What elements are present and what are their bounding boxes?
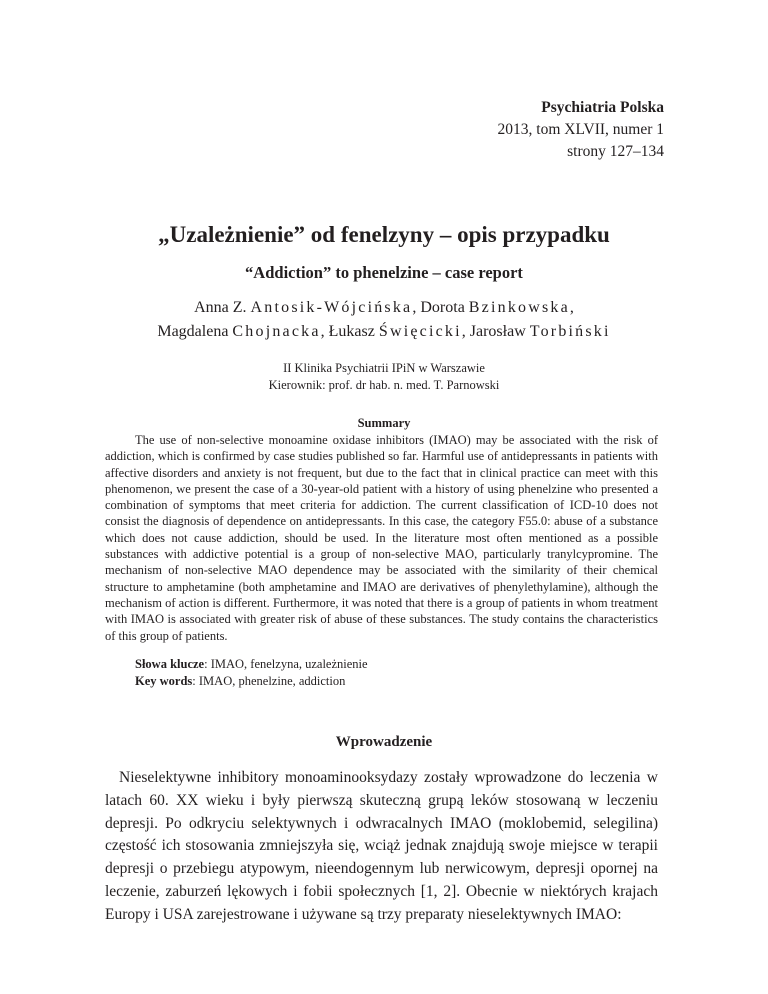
author-first-name: Jarosław: [469, 323, 526, 340]
summary-text: The use of non-selective monoamine oxidase inhibitors (IMAO) may be associated with the risk of addiction, which is confirmed by case studies published so far. Harmful use of antidepressants in patients with affective disorders and anxiety is not frequent, but due to the fact that in clinical practice can meet with this phenomenon, we present the case of a 30-year-old patient with a history of using phenelzine who presented a combination of symptoms that meet criteria for addiction. The current classification of ICD-10 does not consist the diagnosis of dependence on antidepressants. In this case, the category F55.0: abuse of a substance which does not cause addiction, should be used. In the literature most often mentioned as a possible substances with addictive potential is a group of non-selective MAO, particularly tranylcypromine. The mechanism of non-selective MAO dependence may be associated with the similarity of their chemical structure to amphetamine (both amphetamine and IMAO are derivatives of phenylethylamine), although the mechanism of action is different. Furthermore, it was noted that there is a group of patients in whom treatment with IMAO is associated with greater risk of abuse of these substances. The study contains the characteristics of this group of patients.: [105, 433, 658, 643]
affiliation: [0, 360, 768, 394]
article-title-english: “Addiction” to phenelzine – case report: [245, 263, 523, 282]
author-first-name: Dorota: [420, 299, 465, 316]
keywords-english: [135, 673, 368, 690]
author-last-name: Torbiński: [529, 323, 611, 340]
journal-issue: 2013, tom XLVII, numer 1: [497, 121, 664, 138]
author-line-2: Magdalena Chojnacka, Łukasz Święcicki, Jarosław Torbiński: [157, 323, 611, 340]
introduction-paragraph: Nieselektywne inhibitory monoaminooksydazy zostały wprowadzone do leczenia w latach 60. XX wieku i były pierwszą skuteczną grupą leków stosowaną w leczeniu depresji. Po odkryciu selektywnych i odwracalnych IMAO (moklobemid, selegilina) częstość ich stosowania zmniejszyła się, wciąż jednak znajdują swoje miejsce w terapii depresji o przebiegu atypowym, nieendogennym lub nerwicowym, depresji opornej na leczenie, zaburzeń lękowych i fobii społecznych [1, 2]. Obecnie w niektórych krajach Europy i USA zarejestrowane i używane są trzy preparaty nieselektywnych IMAO:: [105, 769, 658, 923]
keywords-block: [135, 656, 368, 690]
affiliation-head: Kierownik: prof. dr hab. n. med. T. Parnowski: [268, 378, 500, 392]
author-last-name: Bzinkowska: [468, 299, 570, 316]
section-heading-introduction: Wprowadzenie: [335, 734, 433, 750]
keywords-english-value: : IMAO, phenelzine, addiction: [192, 674, 346, 688]
affiliation-institution: II Klinika Psychiatrii IPiN w Warszawie: [283, 361, 485, 375]
keywords-english-label: Key words: [135, 674, 193, 688]
article-title-polish: „Uzależnienie” od fenelzyny – opis przypadku: [158, 222, 610, 247]
journal-header: [498, 97, 664, 163]
author-last-name: Chojnacka: [232, 323, 321, 340]
journal-name: Psychiatria Polska: [541, 99, 664, 116]
author-first-name: Magdalena: [157, 323, 229, 340]
author-list: [0, 296, 768, 344]
journal-pages: strony 127–134: [567, 143, 664, 160]
author-first-name: Anna Z.: [194, 299, 247, 316]
author-last-name: Antosik-Wójcińska: [250, 299, 413, 316]
author-line-1: Anna Z. Antosik-Wójcińska, Dorota Bzinkowska,: [194, 299, 574, 316]
summary-heading: Summary: [357, 416, 411, 430]
keywords-polish-value: : IMAO, fenelzyna, uzależnienie: [204, 657, 368, 671]
author-last-name: Święcicki: [378, 323, 462, 340]
keywords-polish-label: Słowa klucze: [135, 657, 205, 671]
author-first-name: Łukasz: [328, 323, 375, 340]
keywords-polish: [135, 656, 368, 673]
